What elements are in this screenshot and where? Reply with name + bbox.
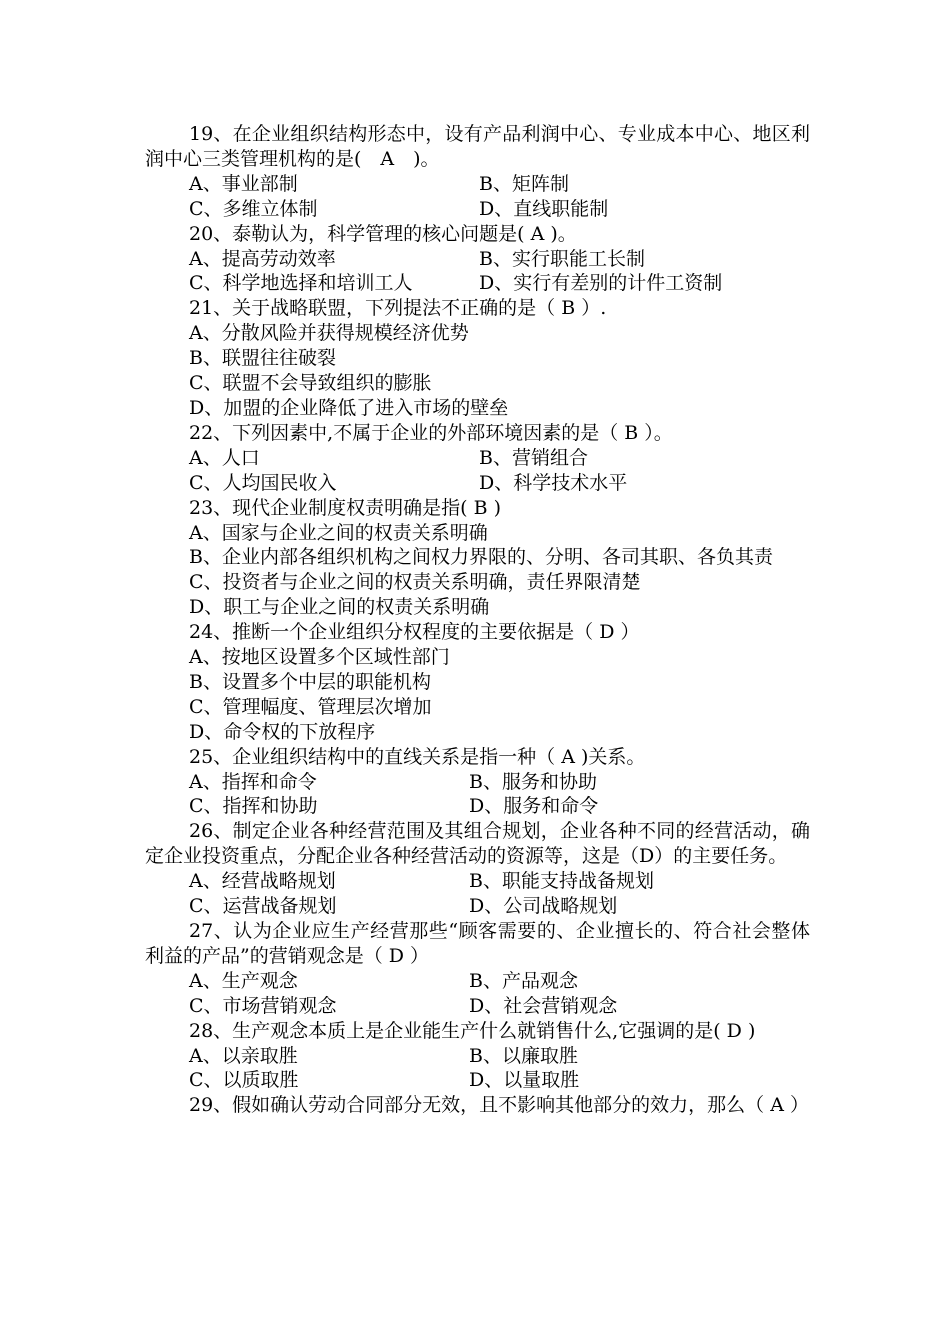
option-c: C、管理幅度、管理层次增加 <box>189 695 432 718</box>
option-c: C、科学地选择和培训工人 <box>189 272 413 295</box>
option-d: D、实行有差别的计件工资制 <box>479 272 723 295</box>
question-22-stem: 22、下列因素中,不属于企业的外部环境因素的是（ B ）。 <box>189 421 673 444</box>
question-25-stem: 25、企业组织结构中的直线关系是指一种（ A )关系。 <box>189 745 646 768</box>
option-c: C、以质取胜 <box>189 1069 299 1092</box>
option-b: B、职能支持战备规划 <box>469 870 654 893</box>
question-20-stem: 20、泰勒认为，科学管理的核心问题是( A )。 <box>189 222 577 245</box>
question-26-stem: 26、制定企业各种经营范围及其组合规划，企业各种不同的经营活动，确定企业投资重点，分配企业各种经营活动的资源等，这是（D）的主要任务。 <box>145 820 810 868</box>
option-d: D、直线职能制 <box>479 197 609 220</box>
option-b: B、企业内部各组织机构之间权力界限的、分明、各司其职、各负其责 <box>189 546 773 569</box>
question-19-options-row-1 <box>145 172 810 197</box>
question-21-stem: 21、关于战略联盟，下列提法不正确的是（ B ）. <box>189 297 607 320</box>
question-25-options-row-1 <box>145 770 810 795</box>
option-a: A、经营战略规划 <box>189 870 336 893</box>
option-a: A、分散风险并获得规模经济优势 <box>189 322 469 345</box>
question-20-options-row-2 <box>145 271 810 296</box>
option-b: B、营销组合 <box>479 446 588 469</box>
option-a: A、提高劳动效率 <box>189 247 336 270</box>
question-19-options-row-2 <box>145 197 810 222</box>
question-29-stem: 29、假如确认劳动合同部分无效，且不影响其他部分的效力，那么（ A ） <box>189 1094 809 1117</box>
option-c: C、运营战备规划 <box>189 895 337 918</box>
question-27-options-row-1 <box>145 969 810 994</box>
option-b: B、矩阵制 <box>479 172 569 195</box>
option-d: D、科学技术水平 <box>479 471 628 494</box>
option-a: A、事业部制 <box>189 172 298 195</box>
question-19-stem: 19、在企业组织结构形态中，设有产品利润中心、专业成本中心、地区利润中心三类管理机构的是( A )。 <box>145 123 810 170</box>
question-list <box>145 122 810 1118</box>
option-d: D、社会营销观念 <box>469 994 618 1017</box>
question-26-options-row-2 <box>145 894 810 919</box>
option-a: A、国家与企业之间的权责关系明确 <box>189 521 488 544</box>
option-d: D、公司战略规划 <box>469 895 618 918</box>
option-d: D、服务和命令 <box>469 795 599 818</box>
option-a: A、指挥和命令 <box>189 770 317 793</box>
option-a: A、生产观念 <box>189 969 298 992</box>
option-d: D、加盟的企业降低了进入市场的壁垒 <box>189 396 509 419</box>
option-a: A、以亲取胜 <box>189 1044 298 1067</box>
option-c: C、多维立体制 <box>189 197 318 220</box>
question-25-options-row-2 <box>145 794 810 819</box>
option-b: B、设置多个中层的职能机构 <box>189 670 431 693</box>
question-27-stem: 27、认为企业应生产经营那些“顾客需要的、企业擅长的、符合社会整体利益的产品”的营销观念是（ D ） <box>145 920 810 967</box>
option-c: C、投资者与企业之间的权责关系明确，责任界限清楚 <box>189 571 641 594</box>
option-a: A、按地区设置多个区域性部门 <box>189 646 450 669</box>
question-20-options-row-1 <box>145 247 810 272</box>
option-b: B、联盟往往破裂 <box>189 347 336 370</box>
question-28-options-row-2 <box>145 1068 810 1093</box>
option-b: B、服务和协助 <box>469 770 597 793</box>
question-27-options-row-2 <box>145 994 810 1019</box>
option-d: D、命令权的下放程序 <box>189 720 376 743</box>
option-a: A、人口 <box>189 446 260 469</box>
option-b: B、产品观念 <box>469 969 578 992</box>
question-24-stem: 24、推断一个企业组织分权程度的主要依据是（ D ） <box>189 621 640 644</box>
option-c: C、人均国民收入 <box>189 471 337 494</box>
option-c: C、联盟不会导致组织的膨胀 <box>189 372 432 395</box>
question-22-options-row-1 <box>145 446 810 471</box>
option-c: C、指挥和协助 <box>189 795 318 818</box>
option-b: B、实行职能工长制 <box>479 247 645 270</box>
option-d: D、以量取胜 <box>469 1069 580 1092</box>
question-26-options-row-1 <box>145 869 810 894</box>
question-22-options-row-2 <box>145 471 810 496</box>
question-23-stem: 23、现代企业制度权责明确是指( B ) <box>189 496 502 519</box>
question-28-options-row-1 <box>145 1044 810 1069</box>
option-c: C、市场营销观念 <box>189 994 337 1017</box>
option-b: B、以廉取胜 <box>469 1044 578 1067</box>
option-d: D、职工与企业之间的权责关系明确 <box>189 596 490 619</box>
question-28-stem: 28、生产观念本质上是企业能生产什么就销售什么,它强调的是( D ) <box>189 1019 756 1042</box>
